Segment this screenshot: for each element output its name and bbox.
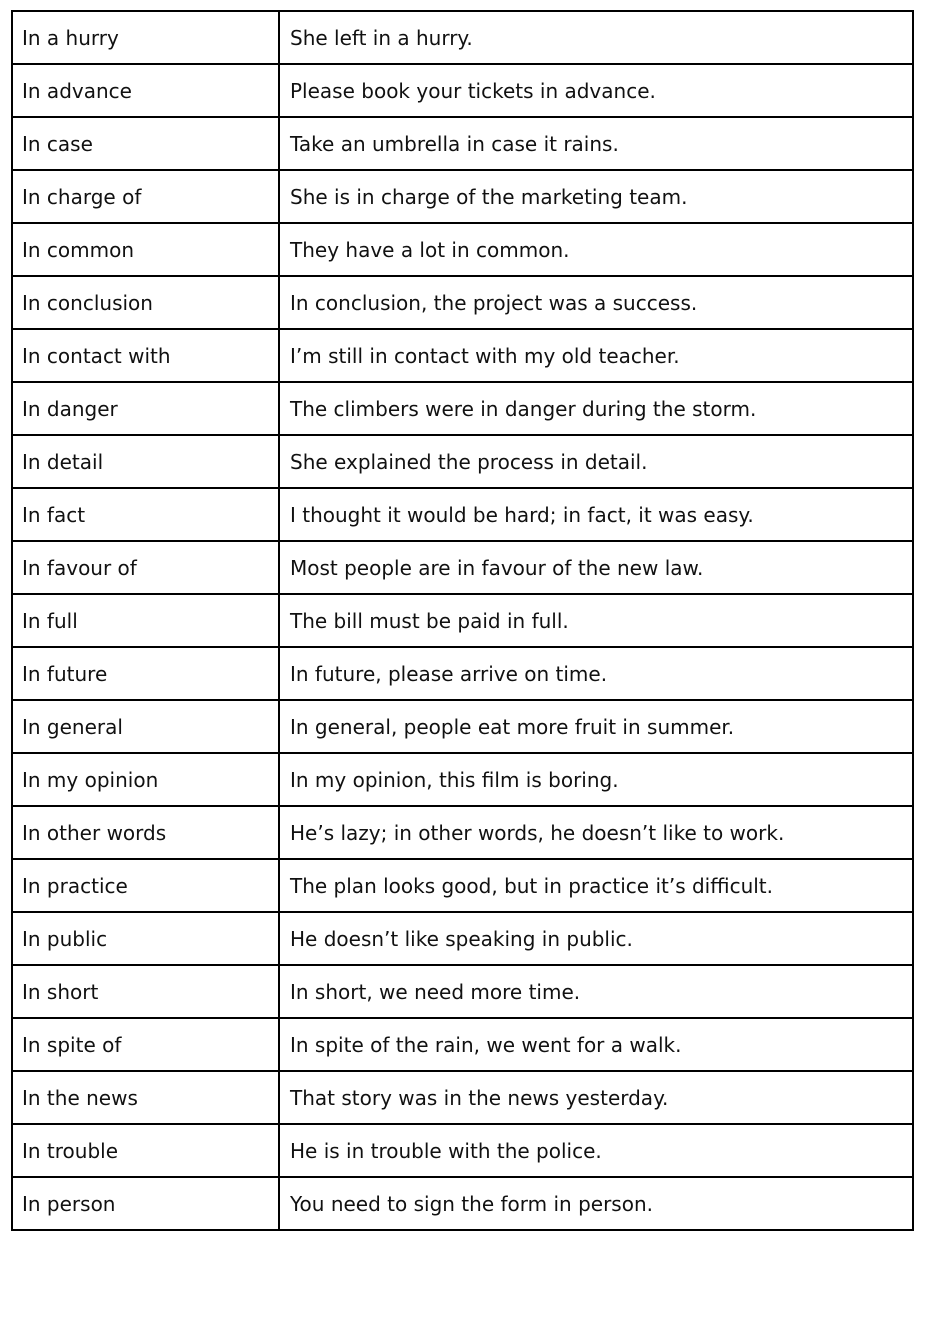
example-cell: He doesn’t like speaking in public. <box>279 912 913 965</box>
table-row <box>12 1018 913 1071</box>
example-cell: I thought it would be hard; in fact, it was easy. <box>279 488 913 541</box>
phrase-cell: In the news <box>12 1071 279 1124</box>
example-cell: Take an umbrella in case it rains. <box>279 117 913 170</box>
example-cell: In future, please arrive on time. <box>279 647 913 700</box>
table-row <box>12 912 913 965</box>
example-cell: In my opinion, this film is boring. <box>279 753 913 806</box>
phrase-cell: In trouble <box>12 1124 279 1177</box>
example-cell: I’m still in contact with my old teacher. <box>279 329 913 382</box>
phrase-cell: In fact <box>12 488 279 541</box>
table-row <box>12 806 913 859</box>
table-row <box>12 382 913 435</box>
phrase-cell: In common <box>12 223 279 276</box>
example-cell: He’s lazy; in other words, he doesn’t like to work. <box>279 806 913 859</box>
table-row <box>12 276 913 329</box>
example-cell: In short, we need more time. <box>279 965 913 1018</box>
phrase-cell: In other words <box>12 806 279 859</box>
example-cell: They have a lot in common. <box>279 223 913 276</box>
phrase-cell: In charge of <box>12 170 279 223</box>
table-row <box>12 1071 913 1124</box>
table-row <box>12 753 913 806</box>
example-cell: The plan looks good, but in practice it’s difficult. <box>279 859 913 912</box>
phrase-cell: In a hurry <box>12 11 279 64</box>
phrase-cell: In detail <box>12 435 279 488</box>
phrase-cell: In conclusion <box>12 276 279 329</box>
example-cell: In general, people eat more fruit in summer. <box>279 700 913 753</box>
table-row <box>12 11 913 64</box>
table-row <box>12 488 913 541</box>
phrase-cell: In future <box>12 647 279 700</box>
example-cell: He is in trouble with the police. <box>279 1124 913 1177</box>
table-row <box>12 541 913 594</box>
phrase-cell: In case <box>12 117 279 170</box>
phrase-cell: In my opinion <box>12 753 279 806</box>
table-row <box>12 1177 913 1230</box>
example-cell: Most people are in favour of the new law. <box>279 541 913 594</box>
phrase-cell: In full <box>12 594 279 647</box>
example-cell: She explained the process in detail. <box>279 435 913 488</box>
table-row <box>12 223 913 276</box>
example-cell: She left in a hurry. <box>279 11 913 64</box>
table-row <box>12 700 913 753</box>
table-row <box>12 1124 913 1177</box>
example-cell: The bill must be paid in full. <box>279 594 913 647</box>
phrase-table-body <box>12 11 913 1230</box>
table-row <box>12 170 913 223</box>
phrase-cell: In public <box>12 912 279 965</box>
example-cell: She is in charge of the marketing team. <box>279 170 913 223</box>
table-row <box>12 435 913 488</box>
table-row <box>12 647 913 700</box>
phrase-cell: In contact with <box>12 329 279 382</box>
table-row <box>12 64 913 117</box>
phrase-cell: In spite of <box>12 1018 279 1071</box>
table-row <box>12 965 913 1018</box>
phrase-cell: In person <box>12 1177 279 1230</box>
example-cell: In conclusion, the project was a success. <box>279 276 913 329</box>
phrase-cell: In favour of <box>12 541 279 594</box>
table-row <box>12 859 913 912</box>
table-row <box>12 117 913 170</box>
example-cell: Please book your tickets in advance. <box>279 64 913 117</box>
example-cell: You need to sign the form in person. <box>279 1177 913 1230</box>
phrase-cell: In practice <box>12 859 279 912</box>
phrase-table <box>11 10 914 1231</box>
example-cell: In spite of the rain, we went for a walk. <box>279 1018 913 1071</box>
phrase-cell: In advance <box>12 64 279 117</box>
table-row <box>12 329 913 382</box>
example-cell: The climbers were in danger during the storm. <box>279 382 913 435</box>
phrase-cell: In general <box>12 700 279 753</box>
phrase-cell: In short <box>12 965 279 1018</box>
example-cell: That story was in the news yesterday. <box>279 1071 913 1124</box>
phrase-cell: In danger <box>12 382 279 435</box>
table-row <box>12 594 913 647</box>
